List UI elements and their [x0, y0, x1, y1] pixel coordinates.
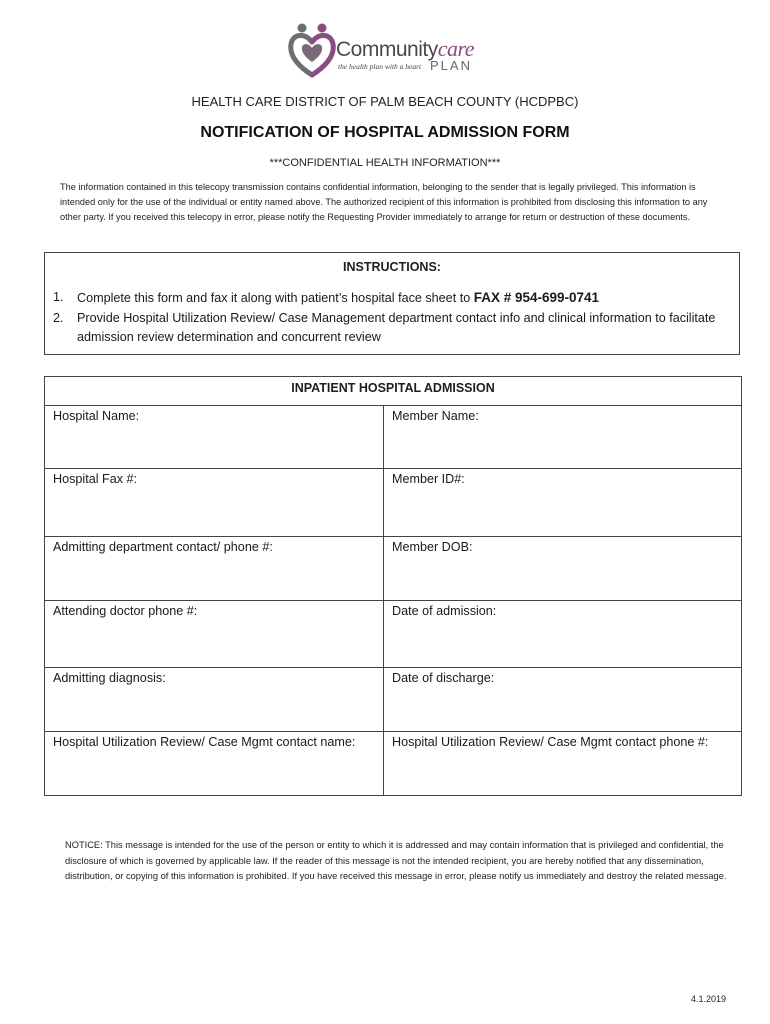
logo-tagline: the health plan with a heart [338, 62, 422, 71]
confidential-label: ***CONFIDENTIAL HEALTH INFORMATION*** [269, 157, 501, 169]
admitting-diagnosis-field[interactable]: Admitting diagnosis: [45, 668, 384, 731]
logo-word-accent: care [437, 36, 474, 61]
community-care-plan-logo [288, 22, 488, 82]
instruction-text [77, 288, 733, 309]
heart-people-icon [288, 22, 336, 78]
form-title: NOTIFICATION OF HOSPITAL ADMISSION FORM [200, 124, 570, 141]
instruction-text-body: Complete this form and fax it along with patient’s hospital face sheet to [77, 291, 474, 305]
instructions-list [53, 288, 733, 348]
table-row [45, 601, 741, 668]
attending-doctor-field[interactable]: Attending doctor phone #: [45, 601, 384, 667]
notice-text: NOTICE: This message is intended for the use of the person or entity to which it is addressed and may contain information that is privileged and confidential, the disclosure of which is governed by applicable law. If the reader of this message is not the intended recipient, you are hereby notified that any dissemination, distribution, or copying of this information is prohibited. If you have received this message in error, please notify us immediately and destroy the related message. [65, 840, 727, 881]
logo-word-main: Community [336, 38, 438, 61]
instruction-item [53, 309, 733, 348]
table-row [45, 406, 741, 469]
instructions-box [44, 252, 740, 355]
table-row [45, 537, 741, 601]
table-row [45, 732, 741, 795]
instruction-text: Provide Hospital Utilization Review/ Case Management department contact info and clinical information to facilitate admission review determination and concurrent review [77, 310, 716, 344]
admission-table-title: INPATIENT HOSPITAL ADMISSION [45, 377, 741, 406]
instructions-title: INSTRUCTIONS: [343, 260, 441, 274]
ur-contact-phone-field[interactable]: Hospital Utilization Review/ Case Mgmt contact phone #: [392, 735, 709, 749]
admitting-contact-field[interactable]: Admitting department contact/ phone #: [45, 537, 384, 600]
fax-number: FAX # 954-699-0741 [473, 290, 600, 305]
member-dob-field[interactable]: Member DOB: [392, 540, 473, 554]
inpatient-admission-table [44, 376, 742, 796]
hospital-fax-field[interactable]: Hospital Fax #: [45, 469, 384, 536]
confidentiality-disclaimer: The information contained in this telecopy transmission contains confidential information, belonging to the sender that is legally privileged. This information is intended only for the use of the individual or entity named above. The authorized recipient of this information is prohibited from disclosing this information to any other party. If you received this telecopy in error, please notify the Requesting Provider immediately to arrange for return or destruction of these documents. [60, 182, 708, 222]
organization-name: HEALTH CARE DISTRICT OF PALM BEACH COUNTY (HCDPBC) [191, 94, 579, 109]
form-version: 4.1.2019 [690, 994, 726, 1004]
hospital-name-field[interactable]: Hospital Name: [45, 406, 384, 468]
table-row [45, 668, 741, 732]
logo-plan: PLAN [430, 58, 472, 73]
member-id-field[interactable]: Member ID#: [392, 472, 465, 486]
ur-contact-name-field[interactable]: Hospital Utilization Review/ Case Mgmt contact name: [45, 732, 384, 795]
instruction-number: 1. [53, 290, 64, 304]
admission-date-field[interactable]: Date of admission: [392, 604, 497, 618]
instruction-item [53, 288, 733, 309]
instruction-number: 2. [53, 310, 64, 325]
member-name-field[interactable]: Member Name: [392, 409, 479, 423]
table-row [45, 469, 741, 537]
discharge-date-field[interactable]: Date of discharge: [392, 671, 495, 685]
